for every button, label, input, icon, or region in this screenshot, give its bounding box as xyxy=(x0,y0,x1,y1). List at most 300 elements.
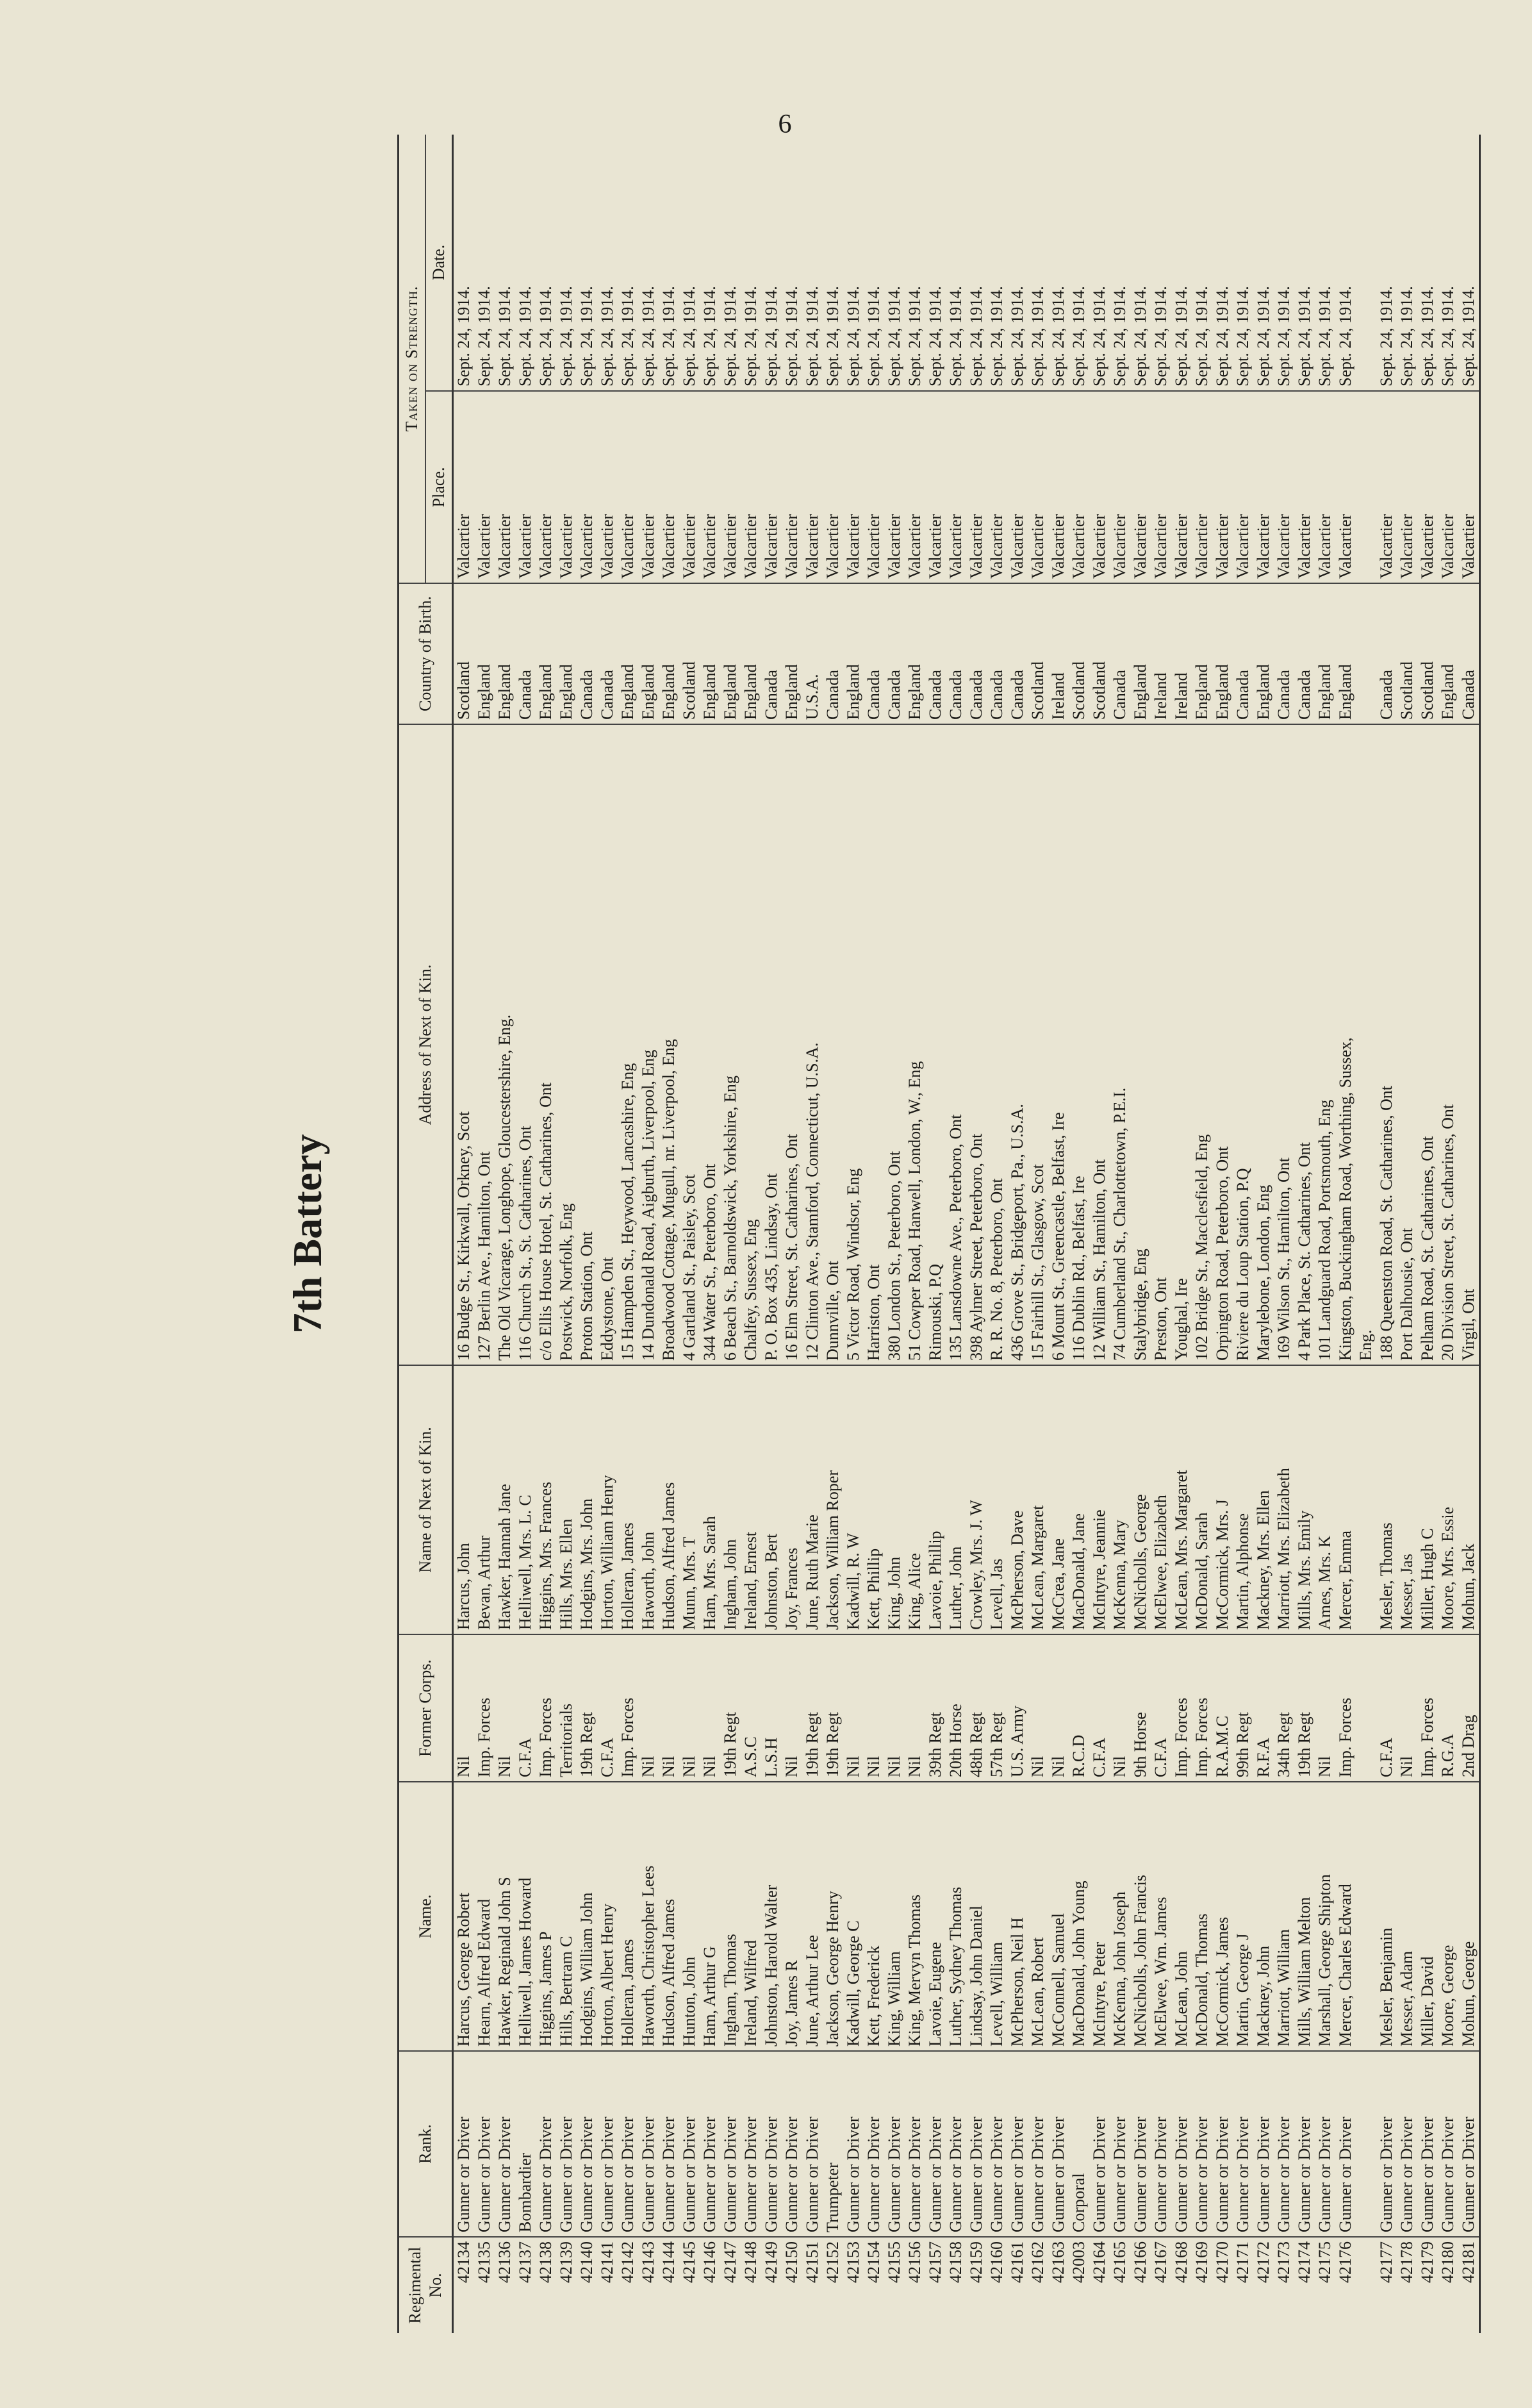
cell-name xyxy=(495,1782,515,2051)
rank-text: Gunner or Driver xyxy=(598,2114,616,2233)
date-text: Sept. 24, 1914. xyxy=(864,286,883,386)
cell-place xyxy=(1171,391,1192,583)
place-text: Valcartier xyxy=(1397,511,1416,579)
cell-place xyxy=(1417,391,1438,583)
cell-address xyxy=(536,724,556,1365)
regimental-no-text: 42165 xyxy=(1110,2241,1129,2283)
next-of-kin-text: Hills, Mrs. Ellen xyxy=(557,1516,575,1630)
next-of-kin-text: Mills, Mrs. Emily xyxy=(1295,1508,1314,1630)
address-text: 12 Clinton Ave., Stamford, Connecticut, U.S.A. xyxy=(803,1040,821,1361)
country-text: Ireland xyxy=(1172,670,1190,720)
table-row xyxy=(761,135,782,2333)
cell-address xyxy=(1192,724,1212,1365)
cell-former-corps xyxy=(1397,1634,1417,1782)
cell-next-of-kin xyxy=(966,1365,987,1634)
cell-regimental-no xyxy=(1315,2237,1335,2333)
cell-name xyxy=(1438,1782,1458,2051)
cell-address xyxy=(1294,724,1315,1365)
cell-rank xyxy=(577,2051,597,2237)
date-text: Sept. 24, 1914. xyxy=(536,286,555,386)
cell-next-of-kin xyxy=(1397,1365,1417,1634)
cell-rank xyxy=(495,2051,515,2237)
cell-date xyxy=(453,135,475,391)
cell-rank xyxy=(1007,2051,1028,2237)
former-corps-text: R.C.D xyxy=(1069,1732,1088,1777)
cell-country xyxy=(1069,583,1089,724)
date-text: Sept. 24, 1914. xyxy=(926,286,944,386)
cell-place xyxy=(1397,391,1417,583)
table-row xyxy=(1458,135,1480,2333)
cell-country xyxy=(1089,583,1110,724)
cell-former-corps xyxy=(741,1634,761,1782)
cell-address xyxy=(597,724,618,1365)
cell-place xyxy=(802,391,823,583)
cell-next-of-kin xyxy=(700,1365,720,1634)
cell-date xyxy=(741,135,761,391)
cell-country xyxy=(1192,583,1212,724)
cell-place xyxy=(946,391,966,583)
place-text: Valcartier xyxy=(721,511,739,579)
cell-former-corps xyxy=(1110,1634,1130,1782)
cell-regimental-no xyxy=(1397,2237,1417,2333)
address-text: c/o Ellis House Hotel, St. Catharines, Ont xyxy=(536,1080,555,1361)
cell-country xyxy=(1274,583,1294,724)
cell-address xyxy=(1376,724,1397,1365)
cell-country xyxy=(864,583,884,724)
cell-place xyxy=(453,391,475,583)
cell-country xyxy=(453,583,475,724)
cell-next-of-kin xyxy=(946,1365,966,1634)
table-row xyxy=(1315,135,1335,2333)
cell-country xyxy=(1110,583,1130,724)
cell-name xyxy=(987,1782,1007,2051)
name-text: McDonald, Thomas xyxy=(1192,1911,1211,2047)
cell-rank xyxy=(556,2051,577,2237)
table-row xyxy=(638,135,659,2333)
former-corps-text: 20th Horse xyxy=(946,1701,965,1777)
cell-next-of-kin xyxy=(536,1365,556,1634)
cell-country xyxy=(1048,583,1069,724)
country-text: Canada xyxy=(1377,667,1396,720)
former-corps-text: Imp. Forces xyxy=(536,1695,555,1777)
cell-place xyxy=(515,391,536,583)
cell-next-of-kin xyxy=(1212,1365,1233,1634)
cell-date xyxy=(700,135,720,391)
regimental-no-text: 42178 xyxy=(1397,2241,1416,2283)
next-of-kin-text: Ames, Mrs. K xyxy=(1315,1533,1334,1630)
cell-place xyxy=(843,391,864,583)
cell-regimental-no xyxy=(1069,2237,1089,2333)
header-next-of-kin: Name of Next of Kin. xyxy=(399,1365,453,1634)
cell-regimental-no xyxy=(802,2237,823,2333)
address-text: Chalfey, Sussex, Eng xyxy=(741,1216,760,1361)
cell-place xyxy=(495,391,515,583)
regimental-no-text: 42151 xyxy=(803,2241,821,2283)
place-text: Valcartier xyxy=(1172,511,1190,579)
cell-name xyxy=(1458,1782,1480,2051)
table-row xyxy=(474,135,495,2333)
cell-country xyxy=(1315,583,1335,724)
country-text: Scotland xyxy=(454,659,473,720)
rank-text: Gunner or Driver xyxy=(1172,2114,1190,2233)
cell-country xyxy=(495,583,515,724)
next-of-kin-text: McPherson, Dave xyxy=(1008,1508,1026,1630)
date-text: Sept. 24, 1914. xyxy=(577,286,596,386)
rank-text: Gunner or Driver xyxy=(1274,2114,1293,2233)
cell-name xyxy=(1376,1782,1397,2051)
cell-address xyxy=(1458,724,1480,1365)
country-text: England xyxy=(1192,661,1211,720)
cell-date xyxy=(618,135,638,391)
cell-name xyxy=(946,1782,966,2051)
cell-name xyxy=(659,1782,679,2051)
cell-former-corps xyxy=(618,1634,638,1782)
cell-place xyxy=(1335,391,1356,583)
next-of-kin-text: Ireland, Ernest xyxy=(741,1529,760,1630)
place-text: Valcartier xyxy=(823,511,842,579)
regimental-no-text: 42149 xyxy=(762,2241,780,2283)
address-text: 4 Gartland St., Paisley, Scot xyxy=(680,1172,698,1361)
cell-regimental-no xyxy=(823,2237,843,2333)
cell-name xyxy=(679,1782,700,2051)
regimental-no-text: 42159 xyxy=(967,2241,985,2283)
cell-date xyxy=(1007,135,1028,391)
regimental-no-text: 42150 xyxy=(782,2241,801,2283)
cell-former-corps xyxy=(802,1634,823,1782)
regimental-no-text: 42155 xyxy=(885,2241,903,2283)
country-text: Canada xyxy=(1008,667,1026,720)
place-text: Valcartier xyxy=(1213,511,1231,579)
country-text: Canada xyxy=(762,667,780,720)
cell-rank xyxy=(597,2051,618,2237)
cell-rank xyxy=(1335,2051,1356,2237)
cell-name xyxy=(1171,1782,1192,2051)
former-corps-text: Territorials xyxy=(557,1701,575,1777)
rank-text: Gunner or Driver xyxy=(1336,2114,1355,2233)
regimental-no-text: 42177 xyxy=(1377,2241,1396,2283)
cell-place xyxy=(597,391,618,583)
place-text: Valcartier xyxy=(1008,511,1026,579)
cell-regimental-no xyxy=(1212,2237,1233,2333)
cell-place xyxy=(1089,391,1110,583)
regimental-no-text: 42145 xyxy=(680,2241,698,2283)
address-text: Port Dalhousie, Ont xyxy=(1397,1225,1416,1361)
country-text: England xyxy=(1254,661,1273,720)
next-of-kin-text: Kadwill, R. W xyxy=(844,1531,862,1630)
cell-place xyxy=(474,391,495,583)
next-of-kin-text: Horton, William Henry xyxy=(598,1472,616,1630)
battery-title: 7th Battery xyxy=(284,1134,330,1334)
cell-former-corps xyxy=(1089,1634,1110,1782)
regimental-no-text: 42164 xyxy=(1090,2241,1108,2283)
address-text: Harriston, Ont xyxy=(864,1262,883,1361)
table-row xyxy=(1069,135,1089,2333)
cell-next-of-kin xyxy=(1151,1365,1171,1634)
place-text: Valcartier xyxy=(1069,511,1088,579)
regimental-no-text: 42154 xyxy=(864,2241,883,2283)
cell-name xyxy=(1233,1782,1253,2051)
place-text: Valcartier xyxy=(1028,511,1047,579)
cell-rank xyxy=(925,2051,946,2237)
table-row xyxy=(864,135,884,2333)
rank-text: Gunner or Driver xyxy=(659,2114,678,2233)
regimental-no-text: 42160 xyxy=(987,2241,1006,2283)
table-row xyxy=(1007,135,1028,2333)
cell-name xyxy=(761,1782,782,2051)
name-text: McLean, Robert xyxy=(1028,1935,1047,2047)
rank-text: Gunner or Driver xyxy=(700,2114,719,2233)
cell-country xyxy=(946,583,966,724)
cell-next-of-kin xyxy=(1192,1365,1212,1634)
cell-date xyxy=(1233,135,1253,391)
nominal-roll-table xyxy=(397,135,1481,2333)
cell-date xyxy=(1110,135,1130,391)
country-text: Canada xyxy=(1233,667,1252,720)
cell-place xyxy=(1069,391,1089,583)
cell-former-corps xyxy=(1171,1634,1192,1782)
cell-address xyxy=(1007,724,1028,1365)
name-text: Ingham, Thomas xyxy=(721,1931,739,2047)
cell-date xyxy=(1048,135,1069,391)
table-row xyxy=(1233,135,1253,2333)
cell-name xyxy=(1007,1782,1028,2051)
address-text: 15 Hampden St., Heywood, Lancashire, Eng xyxy=(618,1061,637,1361)
former-corps-text: Imp. Forces xyxy=(1172,1695,1190,1777)
cell-date xyxy=(905,135,925,391)
address-text: Preston, Ont xyxy=(1151,1275,1170,1361)
country-text: England xyxy=(618,661,637,720)
place-text: Valcartier xyxy=(475,511,493,579)
country-text: England xyxy=(844,661,862,720)
cell-rank xyxy=(966,2051,987,2237)
cell-place xyxy=(823,391,843,583)
cell-place xyxy=(1151,391,1171,583)
former-corps-text: Nil xyxy=(905,1754,924,1777)
place-text: Valcartier xyxy=(680,511,698,579)
former-corps-text: 19th Regt xyxy=(721,1709,739,1777)
date-text: Sept. 24, 1914. xyxy=(659,286,678,386)
cell-rank xyxy=(536,2051,556,2237)
cell-place xyxy=(1458,391,1480,583)
date-text: Sept. 24, 1914. xyxy=(700,286,719,386)
date-text: Sept. 24, 1914. xyxy=(1336,286,1355,386)
cell-address xyxy=(1212,724,1233,1365)
place-text: Valcartier xyxy=(741,511,760,579)
date-text: Sept. 24, 1914. xyxy=(1377,286,1396,386)
place-text: Valcartier xyxy=(782,511,801,579)
cell-regimental-no xyxy=(638,2237,659,2333)
former-corps-text: Nil xyxy=(659,1754,678,1777)
cell-former-corps xyxy=(679,1634,700,1782)
next-of-kin-text: Mohun, Jack xyxy=(1459,1541,1478,1630)
country-text: England xyxy=(495,661,514,720)
place-text: Valcartier xyxy=(803,511,821,579)
address-text: Eng. xyxy=(1356,1327,1375,1361)
cell-address xyxy=(802,724,823,1365)
date-text: Sept. 24, 1914. xyxy=(1069,286,1088,386)
cell-rank xyxy=(802,2051,823,2237)
place-text: Valcartier xyxy=(864,511,883,579)
cell-next-of-kin xyxy=(1028,1365,1048,1634)
next-of-kin-text: Joy, Frances xyxy=(782,1545,801,1630)
cell-date xyxy=(1028,135,1048,391)
country-text: Scotland xyxy=(1418,659,1437,720)
name-text: Luther, Sydney Thomas xyxy=(946,1884,965,2047)
cell-place xyxy=(1356,391,1376,583)
cell-regimental-no xyxy=(1458,2237,1480,2333)
table-row xyxy=(966,135,987,2333)
cell-address xyxy=(1171,724,1192,1365)
regimental-no-text: 42135 xyxy=(475,2241,493,2283)
cell-regimental-no xyxy=(1007,2237,1028,2333)
address-text: 12 William St., Hamilton, Ont xyxy=(1090,1157,1108,1361)
former-corps-text: L.S.H xyxy=(762,1735,780,1777)
rank-text: Gunner or Driver xyxy=(1438,2114,1457,2233)
address-text: Dunnville, Ont xyxy=(823,1258,842,1361)
cell-rank xyxy=(1130,2051,1151,2237)
cell-date xyxy=(495,135,515,391)
name-text: Lindsay, John Daniel xyxy=(967,1903,985,2047)
rank-text: Gunner or Driver xyxy=(1008,2114,1026,2233)
regimental-no-text: 42163 xyxy=(1049,2241,1067,2283)
cell-address xyxy=(618,724,638,1365)
cell-rank xyxy=(1048,2051,1069,2237)
cell-next-of-kin xyxy=(1417,1365,1438,1634)
cell-regimental-no xyxy=(1417,2237,1438,2333)
cell-former-corps xyxy=(1069,1634,1089,1782)
cell-former-corps xyxy=(536,1634,556,1782)
country-text: Ireland xyxy=(1151,670,1170,720)
next-of-kin-text: Helliwell, Mrs. L. C xyxy=(516,1492,534,1630)
next-of-kin-text: Higgins, Mrs. Frances xyxy=(536,1479,555,1630)
cell-date xyxy=(823,135,843,391)
country-text: England xyxy=(1438,661,1457,720)
rank-text: Gunner or Driver xyxy=(926,2114,944,2233)
rank-text: Gunner or Driver xyxy=(1028,2114,1047,2233)
cell-place xyxy=(638,391,659,583)
cell-regimental-no xyxy=(618,2237,638,2333)
cell-address xyxy=(556,724,577,1365)
cell-next-of-kin xyxy=(1110,1365,1130,1634)
cell-former-corps xyxy=(905,1634,925,1782)
cell-place xyxy=(782,391,802,583)
cell-address xyxy=(700,724,720,1365)
cell-next-of-kin xyxy=(864,1365,884,1634)
next-of-kin-text: Ham, Mrs. Sarah xyxy=(700,1513,719,1630)
cell-place xyxy=(1212,391,1233,583)
place-text: Valcartier xyxy=(1110,511,1129,579)
regimental-no-text: 42169 xyxy=(1192,2241,1211,2283)
rank-text: Gunner or Driver xyxy=(967,2114,985,2233)
cell-rank xyxy=(515,2051,536,2237)
cell-next-of-kin xyxy=(1007,1365,1028,1634)
place-text: Valcartier xyxy=(700,511,719,579)
date-text: Sept. 24, 1914. xyxy=(1295,286,1314,386)
cell-regimental-no xyxy=(597,2237,618,2333)
cell-address xyxy=(1048,724,1069,1365)
country-text: England xyxy=(639,661,657,720)
address-text: R. R. No. 8, Peterboro, Ont xyxy=(987,1175,1006,1361)
cell-date xyxy=(884,135,905,391)
cell-name xyxy=(638,1782,659,2051)
cell-next-of-kin xyxy=(1335,1365,1356,1634)
former-corps-text: Nil xyxy=(639,1754,657,1777)
cell-rank xyxy=(1417,2051,1438,2237)
address-text: Proton Station, Ont xyxy=(577,1229,596,1361)
regimental-no-text: 42146 xyxy=(700,2241,719,2283)
cell-place xyxy=(1376,391,1397,583)
cell-date xyxy=(1356,135,1376,391)
date-text: Sept. 24, 1914. xyxy=(885,286,903,386)
date-text: Sept. 24, 1914. xyxy=(946,286,965,386)
cell-country xyxy=(1028,583,1048,724)
next-of-kin-text: McLean, Mrs. Margaret xyxy=(1172,1468,1190,1630)
cell-regimental-no xyxy=(1151,2237,1171,2333)
regimental-no-text: 42137 xyxy=(516,2241,534,2283)
cell-date xyxy=(679,135,700,391)
next-of-kin-text: McKenna, Mary xyxy=(1110,1517,1129,1630)
cell-place xyxy=(1130,391,1151,583)
cell-name xyxy=(802,1782,823,2051)
address-text: 135 Lansdowne Ave., Peterboro, Ont xyxy=(946,1112,965,1361)
date-text: Sept. 24, 1914. xyxy=(1213,286,1231,386)
address-text: 436 Grove St., Bridgeport, Pa., U.S.A. xyxy=(1008,1101,1026,1361)
cell-rank xyxy=(946,2051,966,2237)
cell-date xyxy=(1253,135,1274,391)
rank-text: Gunner or Driver xyxy=(1418,2114,1437,2233)
cell-address xyxy=(1069,724,1089,1365)
rank-text: Gunner or Driver xyxy=(577,2114,596,2233)
name-text: Hodgins, William John xyxy=(577,1890,596,2047)
address-text: 14 Dundonald Road, Aigburth, Liverpool, Eng xyxy=(639,1047,657,1361)
regimental-no-text: 42148 xyxy=(741,2241,760,2283)
header-regimental-no: Regimental No. xyxy=(399,2237,453,2333)
address-text: Marylebone, London, Eng xyxy=(1254,1183,1273,1361)
place-text: Valcartier xyxy=(1049,511,1067,579)
cell-name xyxy=(1274,1782,1294,2051)
regimental-no-text: 42170 xyxy=(1213,2241,1231,2283)
cell-regimental-no xyxy=(1335,2237,1356,2333)
cell-date xyxy=(966,135,987,391)
cell-address xyxy=(987,724,1007,1365)
name-text: McPherson, Neil H xyxy=(1008,1915,1026,2047)
cell-name xyxy=(536,1782,556,2051)
next-of-kin-text: June, Ruth Marie xyxy=(803,1512,821,1630)
cell-former-corps xyxy=(474,1634,495,1782)
date-text: Sept. 24, 1914. xyxy=(1028,286,1047,386)
place-text: Valcartier xyxy=(557,511,575,579)
former-corps-text: 34th Regt xyxy=(1274,1709,1293,1777)
date-text: Sept. 24, 1914. xyxy=(618,286,637,386)
cell-rank xyxy=(1356,2051,1376,2237)
cell-date xyxy=(577,135,597,391)
rank-text: Gunner or Driver xyxy=(639,2114,657,2233)
cell-place xyxy=(659,391,679,583)
cell-date xyxy=(1397,135,1417,391)
cell-rank xyxy=(1151,2051,1171,2237)
cell-regimental-no xyxy=(864,2237,884,2333)
name-text: Mercer, Charles Edward xyxy=(1336,1881,1355,2047)
cell-address xyxy=(1089,724,1110,1365)
rank-text: Gunner or Driver xyxy=(1049,2114,1067,2233)
next-of-kin-text: Mesler, Thomas xyxy=(1377,1520,1396,1630)
cell-former-corps xyxy=(638,1634,659,1782)
table-row xyxy=(1335,135,1356,2333)
cell-place xyxy=(761,391,782,583)
cell-former-corps xyxy=(761,1634,782,1782)
cell-regimental-no xyxy=(1376,2237,1397,2333)
cell-regimental-no xyxy=(1089,2237,1110,2333)
